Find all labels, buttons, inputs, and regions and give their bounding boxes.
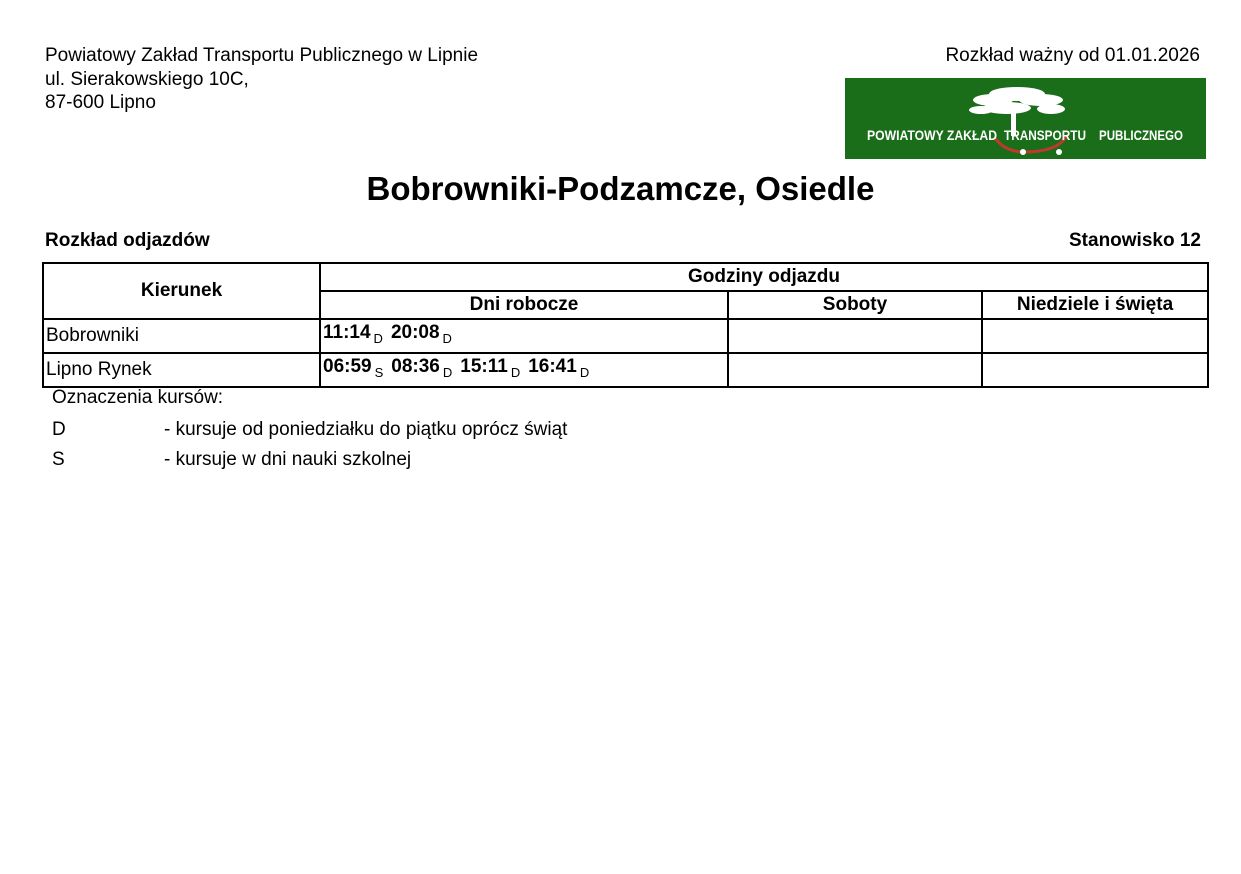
departure-time: 15:11 bbox=[460, 356, 508, 377]
schedule-label: Rozkład odjazdów bbox=[45, 230, 210, 251]
legend-item bbox=[52, 449, 411, 471]
company-logo bbox=[845, 78, 1206, 159]
departure-time: 16:41 bbox=[528, 356, 577, 377]
departure-time: 20:08 bbox=[390, 322, 440, 343]
saturday-times-cell bbox=[728, 319, 982, 353]
weekday-times-cell bbox=[320, 353, 728, 387]
table-row bbox=[43, 353, 1208, 387]
weekday-times-cell bbox=[320, 319, 728, 353]
course-mark: D bbox=[373, 331, 383, 346]
course-mark: D bbox=[579, 365, 590, 380]
direction-header: Kierunek bbox=[43, 263, 320, 319]
logo-text-1: POWIATOWY ZAKŁAD bbox=[867, 127, 997, 143]
legend-code: S bbox=[52, 449, 65, 470]
saturdays-header: Soboty bbox=[728, 291, 982, 319]
sunday-times-cell bbox=[982, 319, 1208, 353]
valid-from-date: Rozkład ważny od 01.01.2026 bbox=[945, 45, 1200, 66]
course-mark: D bbox=[442, 331, 452, 346]
legend-text: - kursuje w dni nauki szkolnej bbox=[164, 449, 412, 470]
saturday-times-cell bbox=[728, 353, 982, 387]
company-name: Powiatowy Zakład Transportu Publicznego w Lipnie bbox=[45, 45, 479, 66]
sundays-header: Niedziele i święta bbox=[982, 291, 1208, 319]
company-address bbox=[45, 44, 478, 115]
company-city: 87-600 Lipno bbox=[45, 92, 156, 113]
legend-title: Oznaczenia kursów: bbox=[52, 387, 224, 408]
table-row bbox=[43, 319, 1208, 353]
legend-item bbox=[52, 419, 567, 441]
logo-text-2: TRANSPORTU bbox=[1004, 127, 1086, 143]
direction-cell: Lipno Rynek bbox=[43, 353, 320, 387]
sunday-times-cell bbox=[982, 353, 1208, 387]
departure-time: 11:14 bbox=[323, 322, 371, 343]
departure-time: 06:59 bbox=[323, 356, 372, 377]
direction-cell: Bobrowniki bbox=[43, 319, 320, 353]
weekdays-header: Dni robocze bbox=[320, 291, 728, 319]
course-mark: S bbox=[374, 365, 384, 380]
logo-text-3: PUBLICZNEGO bbox=[1099, 127, 1184, 143]
departure-time: 08:36 bbox=[391, 356, 440, 377]
legend-code: D bbox=[52, 419, 66, 440]
legend-text: - kursuje od poniedziałku do piątku oprócz świąt bbox=[164, 419, 568, 440]
stop-name: Bobrowniki-Podzamcze, Osiedle bbox=[366, 170, 875, 207]
timetable bbox=[42, 262, 1209, 388]
platform-label: Stanowisko 12 bbox=[1069, 230, 1201, 251]
course-mark: D bbox=[510, 365, 521, 380]
course-mark: D bbox=[442, 365, 453, 380]
company-street: ul. Sierakowskiego 10C, bbox=[45, 68, 249, 90]
departure-times-header: Godziny odjazdu bbox=[320, 263, 1208, 291]
